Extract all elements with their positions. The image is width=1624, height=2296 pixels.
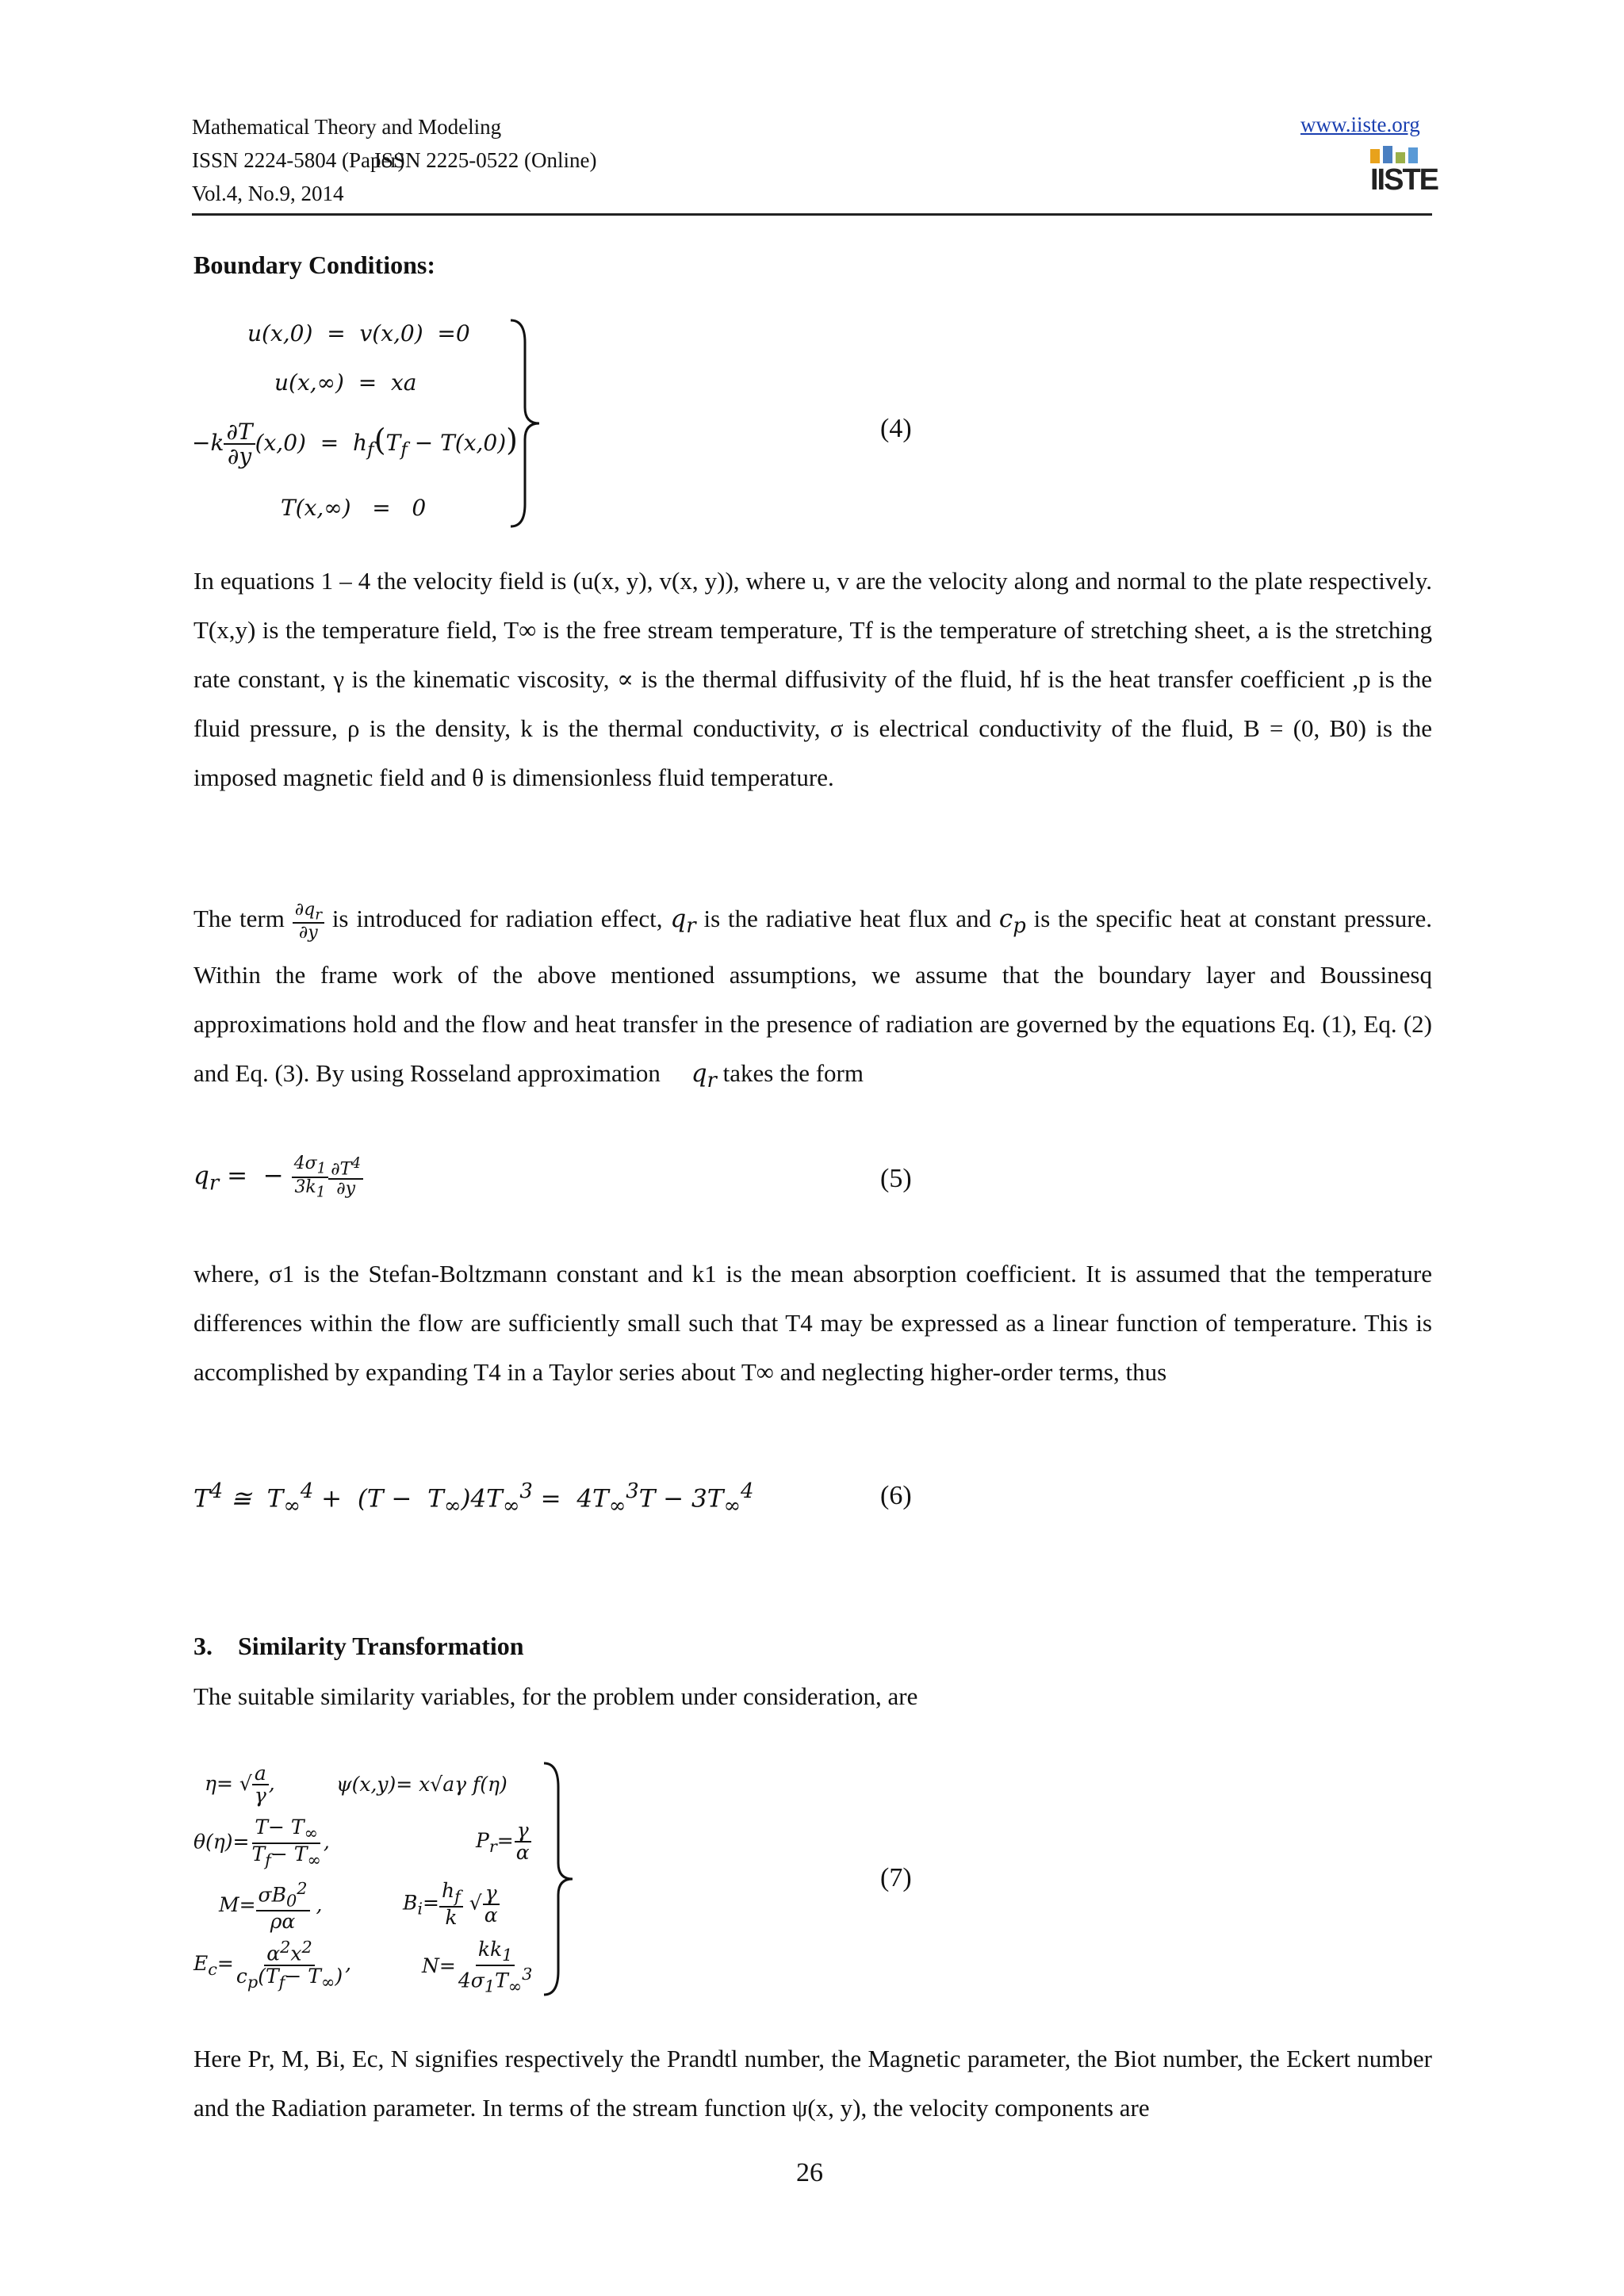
eq7-theta: θ(η)= $\frac{T- T_\infty}{T_f- T_\infty}$ , [193, 1816, 330, 1869]
eq7-prandtl: $P_r=$ $\frac{\gamma}{\alpha}$ [476, 1820, 532, 1864]
eq5: $q_r$ = − $\frac{4\sigma_1}{3k_1}$ $\frac{\partial T^4}{\partial y}$ [193, 1154, 363, 1200]
bc-line-1: u(x,0) = v(x,0) =0 [247, 320, 470, 346]
paragraph4-text: Here Pr, M, Bi, Ec, N signifies respectively the Prandtl number, the Magnetic parameter, the Biot number, the Eckert number and the Radiation parameter. In terms of the stream function ψ(x, y), the velocity components are [193, 2045, 1432, 2122]
bc-line-4: T(x,∞) = 0 [281, 495, 427, 521]
boundary-heading: Boundary Conditions: [193, 251, 435, 279]
eq6: $T^4$ ≅ $T_\infty^4 + (T - T_\infty)4T_\infty^3 = 4T_\infty^3T - 3T_\infty^4$ [193, 1479, 754, 1518]
issn-paper: ISSN 2224-5804 (Paper) [192, 148, 405, 172]
section3-number: 3. [193, 1632, 213, 1660]
iiste-logo [1370, 143, 1438, 205]
eq7-radiation: N= $\frac{kk_1}{4\sigma_1T_\infty^3}$ [422, 1938, 533, 1996]
eq7-biot: $B_i=$ $\frac{h_f}{k}$ √ $\frac{\gamma}{\alpha}$ [403, 1881, 500, 1928]
eq7-magnetic: M= $\frac{\sigma B_0^2}{\rho\alpha}$ , [219, 1879, 323, 1934]
paragraph1-text: In equations 1 – 4 the velocity field is (u(x, y), v(x, y)), where u, v are the velocity along and normal to the plate respectively. T(x,y) is the temperature field, T∞ is the free stream temperature, Tf is the temperature of stretching sheet, a is the stretching rate constant, γ is the kinematic viscosity, ∝ is the thermal diffusivity of the fluid, hf is the heat transfer coefficient ,p is the fluid pressure, ρ is the density, k is the thermal conductivity, σ is electrical conductivity of the fluid, B = (0, B0) is the imposed magnetic field and θ is dimensionless fluid temperature. [193, 567, 1432, 791]
dqr-dy-fraction: $\frac{\partial q_r}{\partial y}$ [293, 901, 324, 943]
section3-title: Similarity Transformation [238, 1632, 524, 1660]
page-number: 26 [796, 2158, 823, 2187]
issn-online: ISSN 2225-0522 (Online) [374, 148, 597, 172]
eq6-number: (6) [880, 1481, 912, 1510]
paragraph-velocity-field [193, 557, 1432, 802]
paragraph-parameters [193, 2034, 1432, 2133]
section3-heading [193, 1632, 524, 1661]
logo-text: IISTE [1370, 163, 1438, 197]
p2-part-b: is the radiative heat flux and [703, 905, 992, 932]
p2-part-c: is the specific heat at constant pressure. Within the frame work of the above mentioned assumptions, we assume that the boundary layer and Boussinesq approximations hold and the flow and heat transfer in the presence of radiation are governed by the equations Eq. (1), Eq. (2) and Eq. (3). By using Rosseland approximation [193, 905, 1433, 1088]
logo-bars [1370, 143, 1424, 163]
paragraph-radiation: The term $\frac{\partial q_r}{\partial y}$ is introduced for radiation effect, $q_r$ is the radiative heat flux and $c_p$ is the specific heat at constant pressure. Within the frame work of the above mentioned assumptions, we assume that the boundary layer and Boussinesq approximations hold and the flow and heat transfer in the presence of radiation are governed by the equations Eq. (1), Eq. (2) and Eq. (3). By using Rosseland approximation $q_r$ takes the form [193, 899, 1433, 1093]
eq7-eta: η= √ $\frac{a}{\gamma}$ , [205, 1762, 275, 1808]
p2-lead: The term [193, 905, 285, 932]
eq7-psi: ψ(x,y)= x√aγ f(η) [336, 1773, 508, 1796]
website-link[interactable]: www.iiste.org [1300, 113, 1420, 136]
right-brace-4 [508, 319, 542, 528]
eq5-number: (5) [880, 1164, 912, 1193]
journal-title: Mathematical Theory and Modeling [192, 115, 502, 139]
bc-line-2: u(x,∞) = xa [274, 369, 417, 396]
header-rule [192, 213, 1432, 216]
volume-info: Vol.4, No.9, 2014 [192, 182, 344, 205]
eq7-number: (7) [880, 1863, 912, 1892]
paragraph-stefan-boltzmann [193, 1249, 1432, 1397]
paragraph3-text: where, σ1 is the Stefan-Boltzmann constant and k1 is the mean absorption coefficient. It is assumed that the temperature differences within the flow are sufficiently small such that T4 may be expressed as a linear function of temperature. This is accomplished by expanding T4 in a Taylor series about T∞ and neglecting higher-order terms, thus [193, 1260, 1432, 1386]
p2-part-a: is introduced for radiation effect, [331, 905, 663, 932]
p2-part-d: takes the form [722, 1059, 864, 1088]
bc-line-3: −k $\frac{\partial T}{\partial y}$ $(x,0) = h_f(T_f - T(x,0))$ [192, 419, 518, 470]
section3-intro: The suitable similarity variables, for the problem under consideration, are [193, 1682, 918, 1710]
right-brace-7 [541, 1762, 576, 1996]
eq4-number: (4) [880, 414, 912, 443]
eq7-eckert: $E_c=$ $\frac{\alpha^2x^2}{c_p(T_f- T_\infty)}$ , [193, 1938, 352, 1992]
